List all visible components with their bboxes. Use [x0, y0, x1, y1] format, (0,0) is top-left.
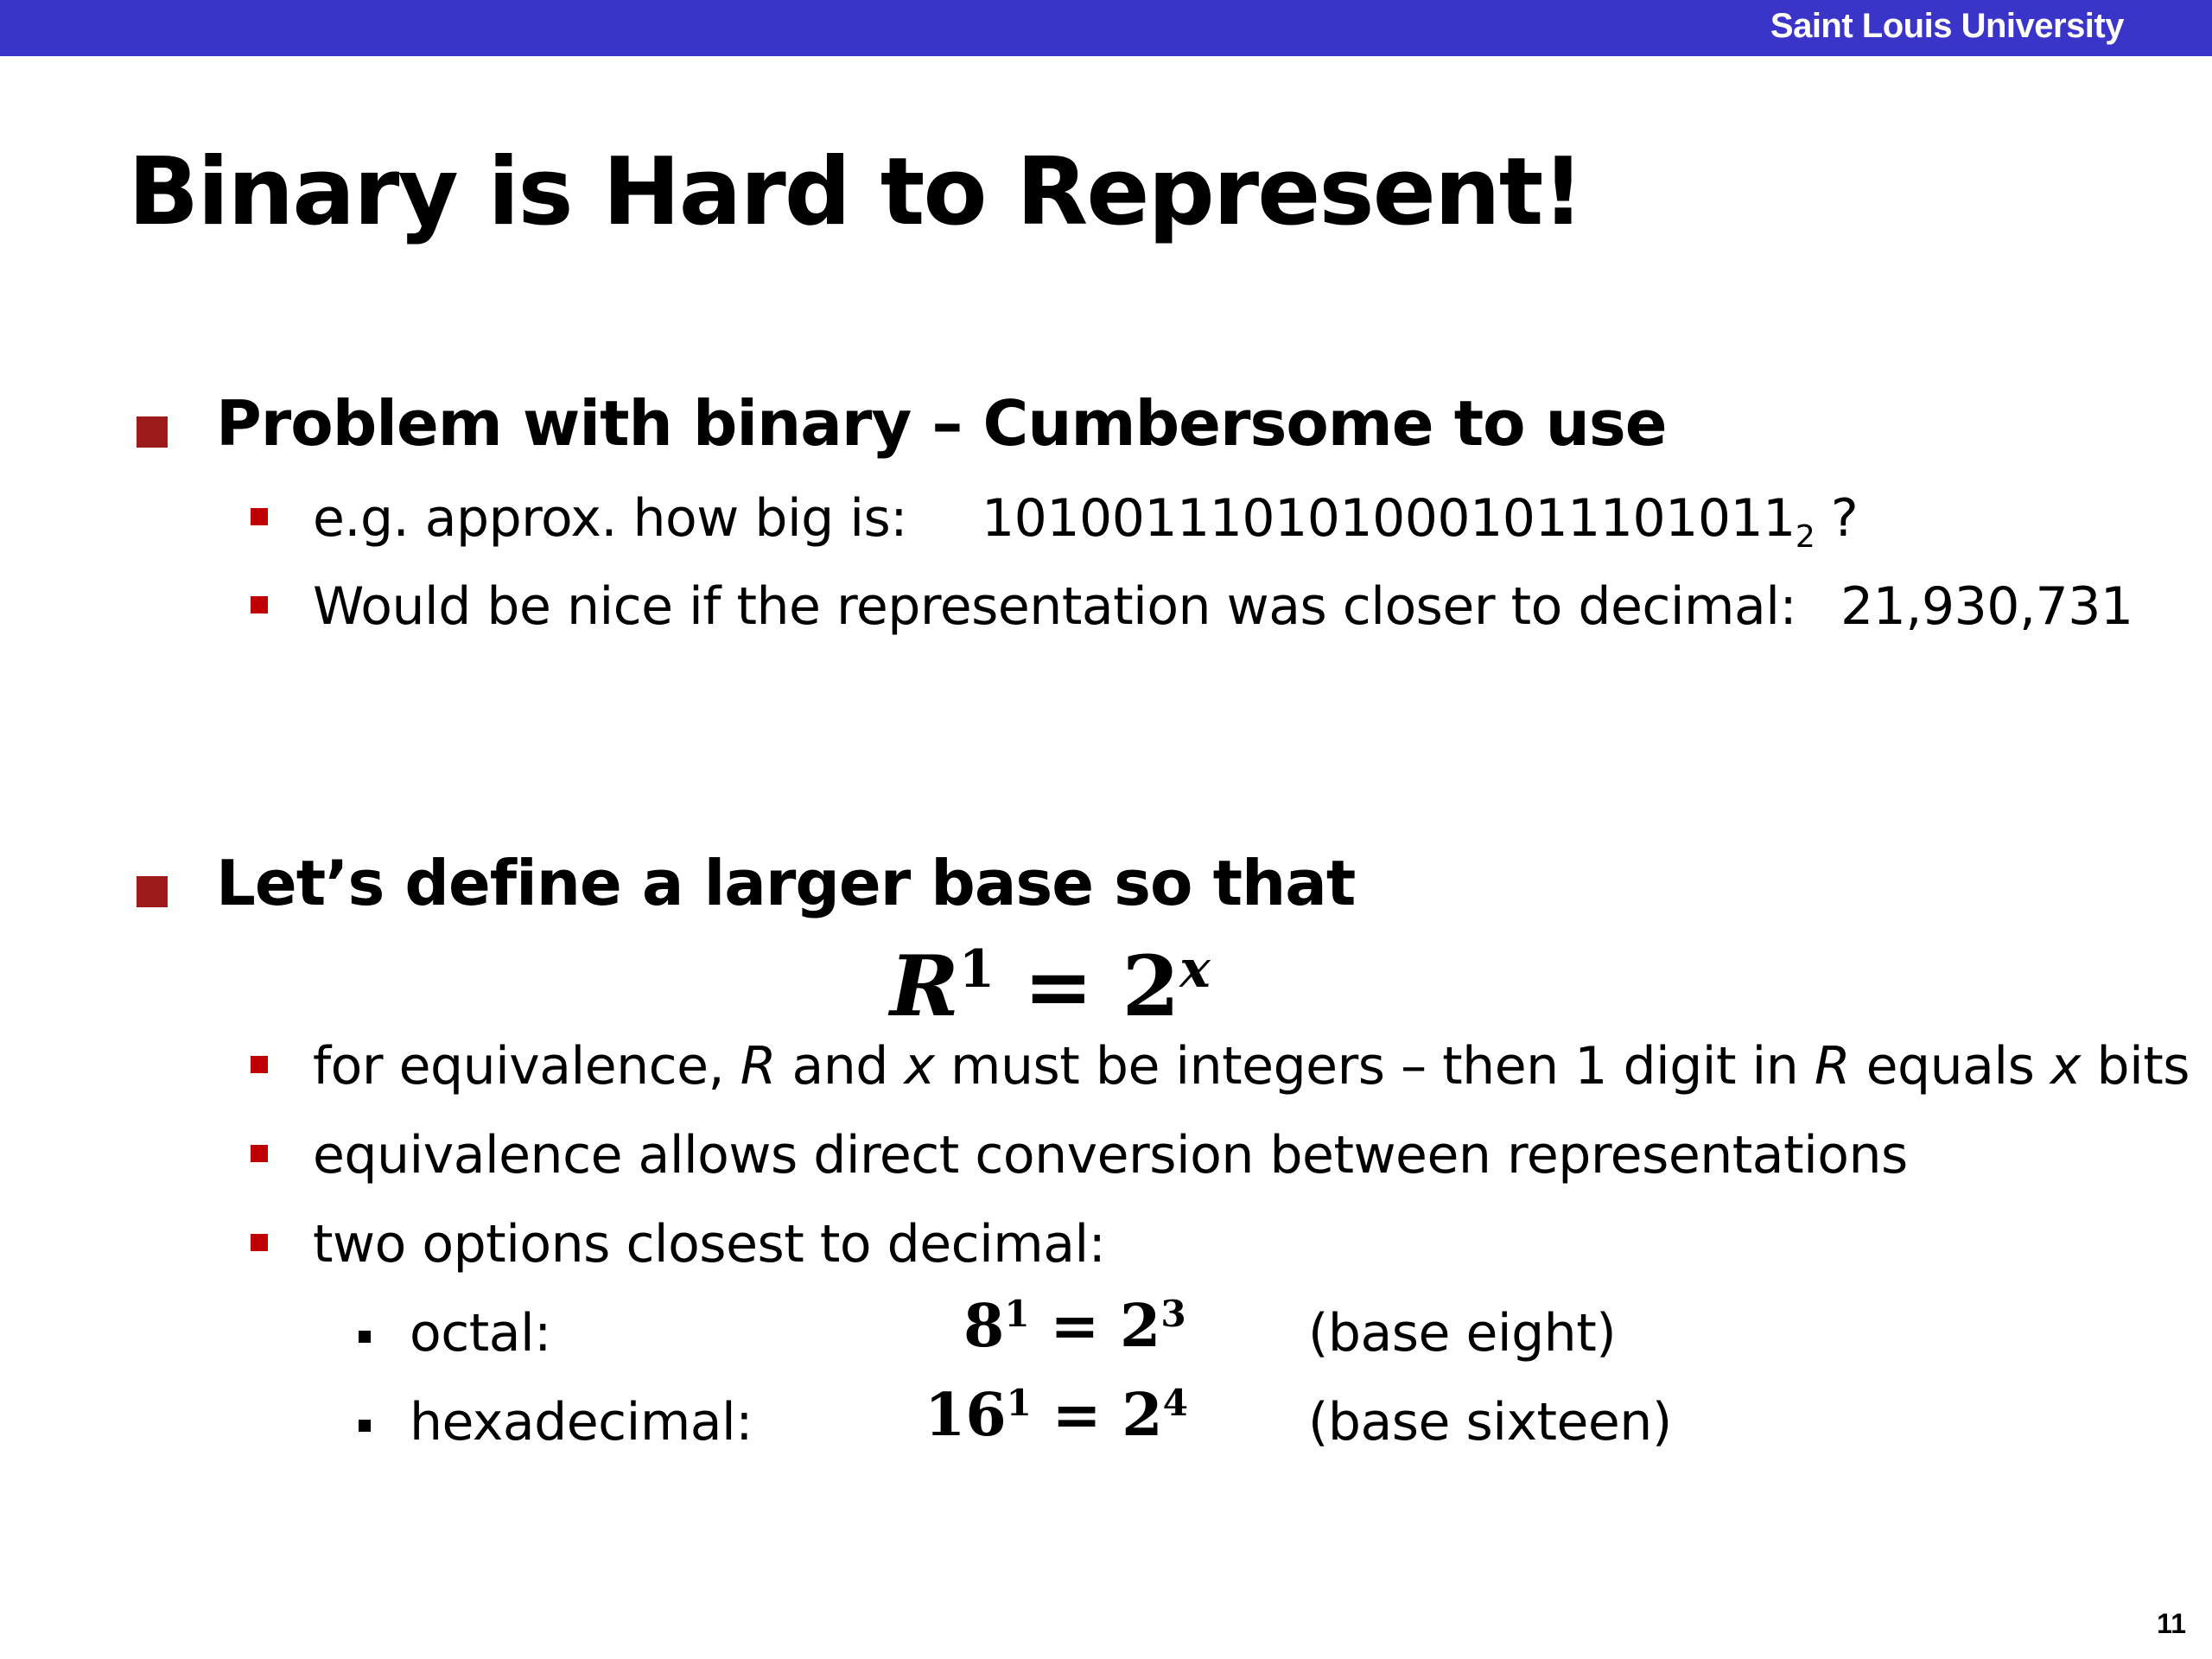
section2-item2: equivalence allows direct conversion between representations [313, 1125, 1908, 1185]
item1-part: for equivalence, [313, 1036, 741, 1096]
bullet-small-square-icon [359, 1420, 371, 1432]
item1-part: equals [1850, 1036, 2050, 1096]
octal-label: octal: [410, 1303, 551, 1363]
item1-part: R [740, 1036, 776, 1096]
hex-formula [925, 1381, 1188, 1450]
section1-item1 [313, 488, 907, 549]
octal-exp: 1 [1004, 1291, 1030, 1335]
hex-exp: 1 [1006, 1380, 1032, 1424]
octal-formula [963, 1292, 1186, 1361]
item1-text: e.g. approx. how big is: [313, 488, 907, 549]
formula-rhs: = 2 [995, 938, 1180, 1035]
section2-item3: two options closest to decimal: [313, 1214, 1106, 1274]
octal-note: (base eight) [1308, 1303, 1617, 1363]
slide-title: Binary is Hard to Represent! [128, 138, 1583, 246]
octal-base: 8 [963, 1292, 1005, 1361]
item1-part: and [775, 1036, 905, 1096]
item1-part: must be integers – then 1 digit in [934, 1036, 1815, 1096]
bullet-small-square-icon [359, 1331, 371, 1343]
page-number: 11 [2157, 1608, 2186, 1639]
item1-part: x [904, 1036, 935, 1096]
hex-base: 16 [925, 1381, 1007, 1450]
octal-rhs-exp: 3 [1160, 1291, 1186, 1335]
item1-part: R [1814, 1036, 1851, 1096]
hex-rhs-exp: 4 [1162, 1380, 1188, 1424]
bullet-square-icon [137, 416, 168, 448]
formula-base: R [890, 938, 959, 1035]
octal-rhs: = 2 [1029, 1292, 1161, 1361]
hex-rhs: = 2 [1031, 1381, 1163, 1450]
section2-item1 [313, 1036, 2190, 1096]
main-formula [890, 938, 1211, 1035]
bullet-square-icon [251, 1145, 268, 1162]
binary-subscript: 2 [1795, 518, 1815, 555]
decimal-value: 21,930,731 [1840, 576, 2133, 637]
university-name: Saint Louis University [1770, 7, 2124, 45]
binary-digits: 1010011101010001011101011 [982, 488, 1796, 549]
section1-heading: Problem with binary – Cumbersome to use [216, 387, 1667, 460]
bullet-square-icon [137, 876, 168, 907]
section1-item2: Would be nice if the representation was closer to decimal: [313, 576, 1797, 637]
header-bar [0, 0, 2212, 56]
question-mark: ? [1815, 488, 1859, 549]
item1-part: bits [2080, 1036, 2190, 1096]
bullet-square-icon [251, 508, 268, 525]
hex-note: (base sixteen) [1308, 1392, 1672, 1452]
formula-exp: 1 [958, 939, 995, 1001]
bullet-square-icon [251, 1056, 268, 1073]
bullet-square-icon [251, 596, 268, 613]
binary-number [982, 488, 1859, 555]
formula-rhs-exp: x [1179, 939, 1211, 1001]
bullet-square-icon [251, 1234, 268, 1251]
hex-label: hexadecimal: [410, 1392, 753, 1452]
section2-heading: Let’s define a larger base so that [216, 847, 1356, 919]
item1-part: x [2050, 1036, 2081, 1096]
